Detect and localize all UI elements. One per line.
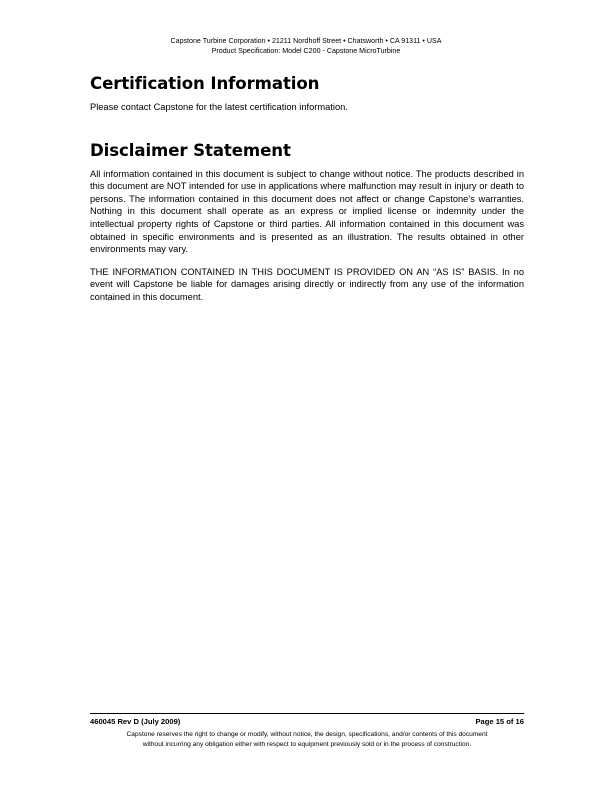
page-number: Page 15 of 16	[475, 717, 524, 726]
footer-note-line-1: Capstone reserves the right to change or modify, without notice, the design, specifications, and/or contents of this document	[126, 731, 488, 738]
certification-heading: Certification Information	[90, 74, 320, 93]
certification-paragraph: Please contact Capstone for the latest certification information.	[90, 102, 348, 112]
page-header	[0, 36, 612, 56]
footer-divider	[90, 713, 524, 714]
footer-legal-note	[90, 730, 524, 749]
footer-info-line	[90, 717, 524, 727]
disclaimer-paragraph-2: THE INFORMATION CONTAINED IN THIS DOCUMENT IS PROVIDED ON AN “AS IS” BASIS. In no event will Capstone be liable for damages arising directly or indirectly from any use of the information contained in this document.	[90, 266, 524, 302]
page-content	[90, 74, 524, 304]
disclaimer-paragraph-1: All information contained in this document is subject to change without notice. The products described in this document are NOT intended for use in applications where malfunction may result in injury or death to persons. The information contained in this document does not affect or change Capstone’s warranties. Nothing in this document shall operate as an express or implied license or indemnity under the intellectual property rights of Capstone or third parties. All information contained in this document was obtained in specific environments and is presented as an illustration. The results obtained in other environments may vary.	[90, 168, 524, 255]
page-footer	[90, 713, 524, 749]
header-spec-line: Product Specification: Model C200 - Capstone MicroTurbine	[211, 47, 401, 55]
disclaimer-heading: Disclaimer Statement	[90, 140, 291, 160]
footer-note-line-2: without incurring any obligation either with respect to equipment previously sold or in the process of construction.	[142, 740, 472, 748]
header-company-line: Capstone Turbine Corporation • 21211 Nordhoff Street • Chatsworth • CA 91311 • USA	[170, 37, 442, 45]
document-revision: 460045 Rev D (July 2009)	[90, 717, 181, 726]
